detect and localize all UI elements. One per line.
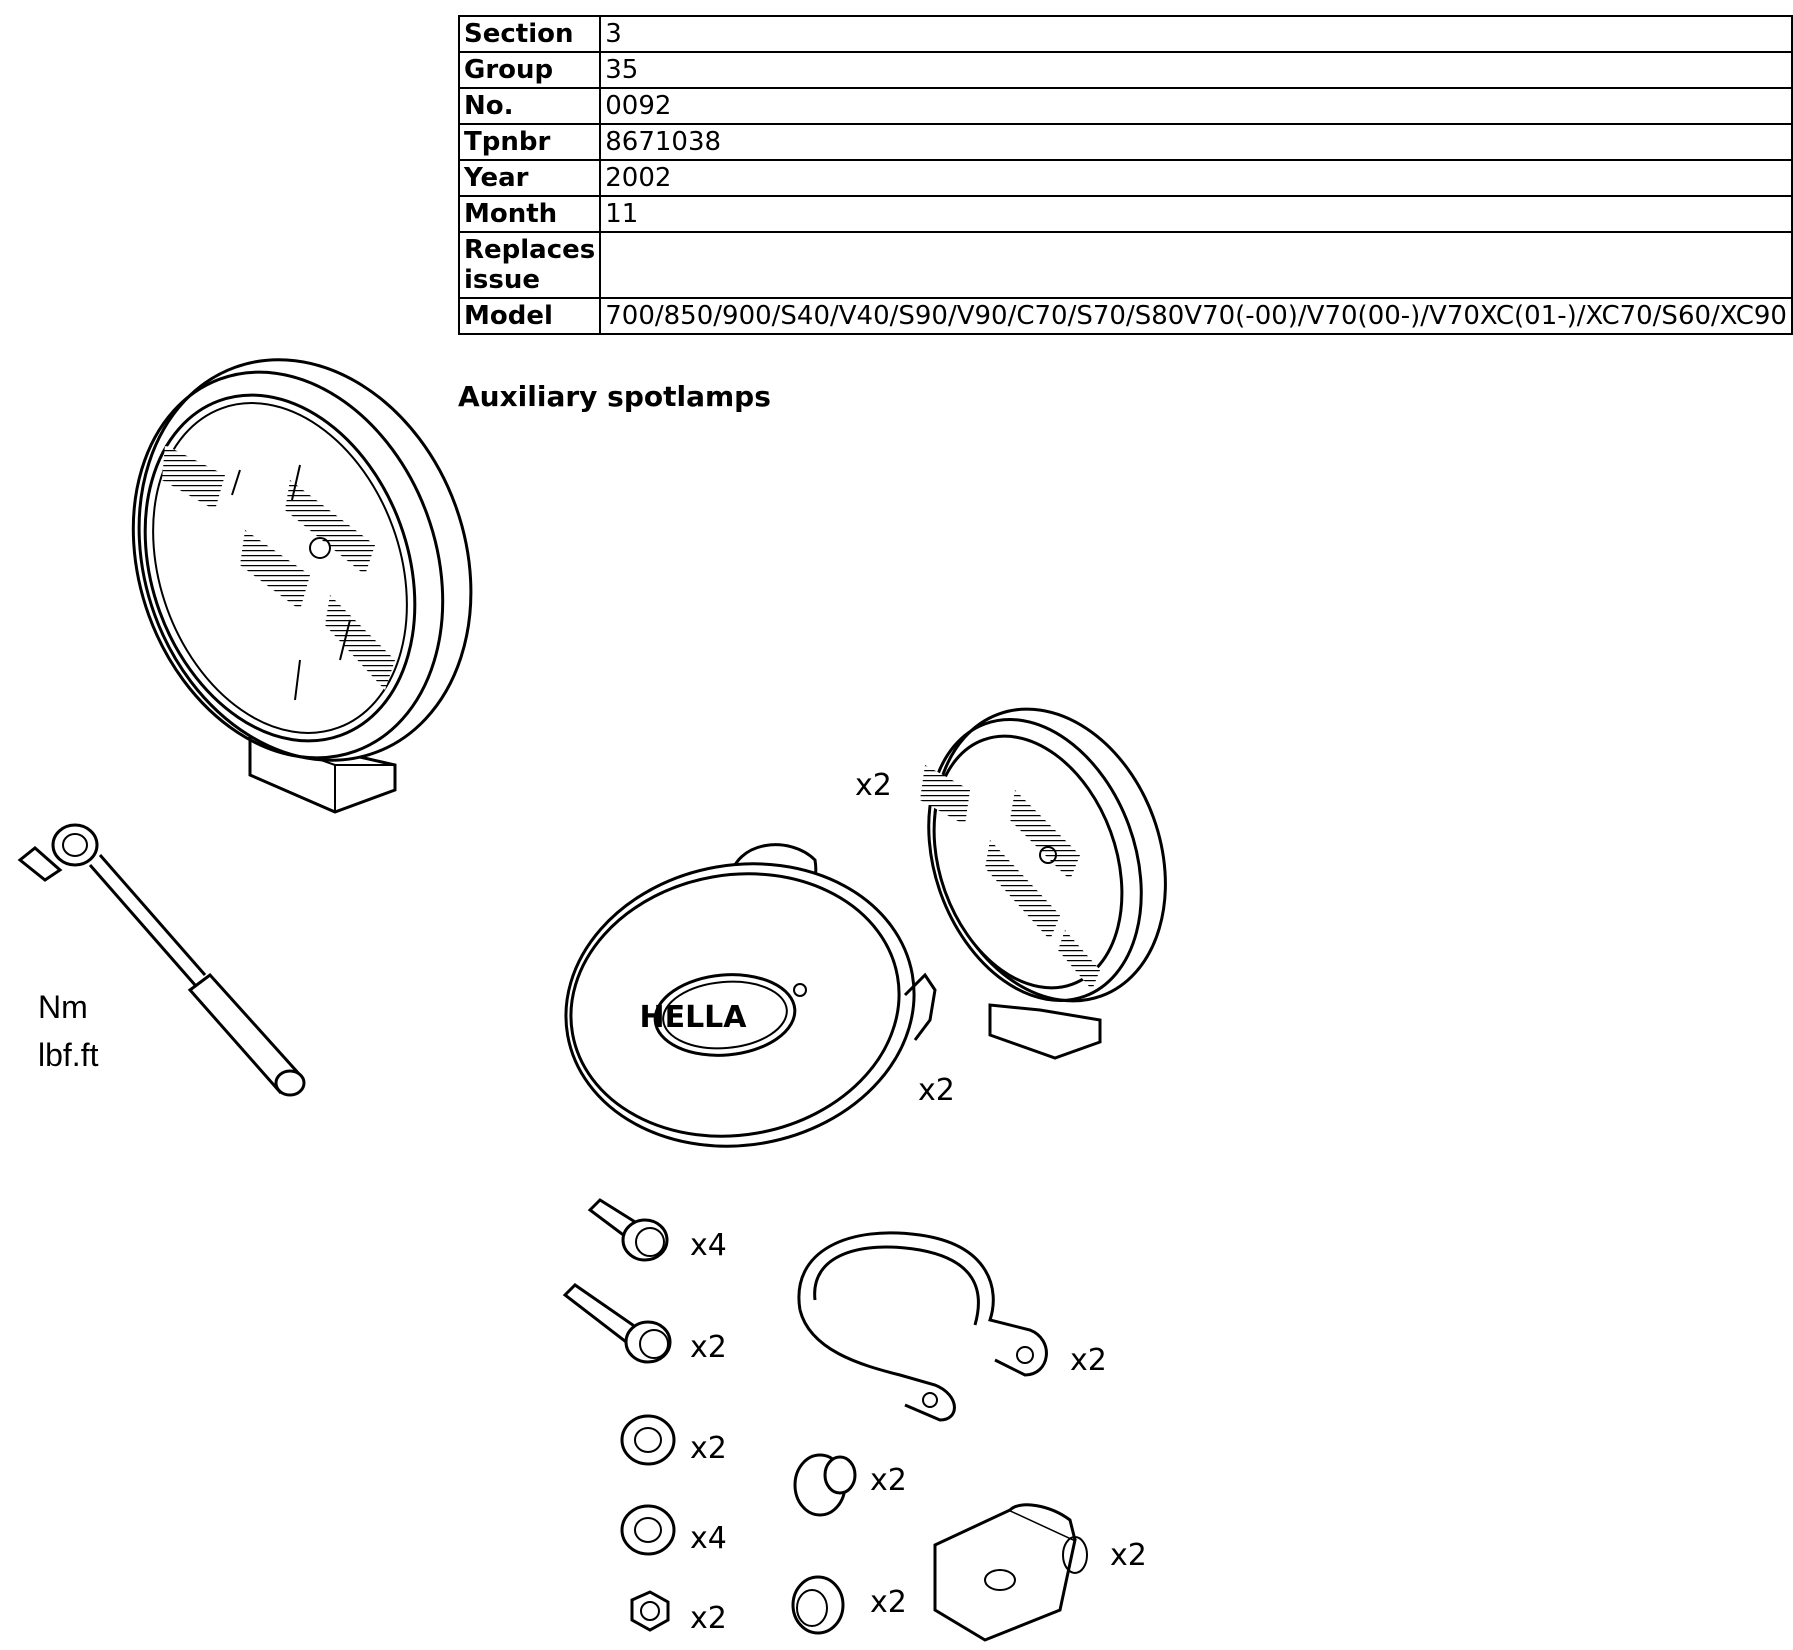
row-value: 11 xyxy=(600,196,1792,232)
row-label: Tpnbr xyxy=(459,124,600,160)
row-value: 35 xyxy=(600,52,1792,88)
row-value: 2002 xyxy=(600,160,1792,196)
torque-unit-lbf: lbf.ft xyxy=(38,1037,99,1073)
page-title: Auxiliary spotlamps xyxy=(458,380,771,413)
plug-b-illustration xyxy=(793,1577,843,1633)
qty-plug-a: x2 xyxy=(870,1463,907,1498)
qty-plug-b: x2 xyxy=(870,1585,907,1620)
hella-logo-text: HELLA xyxy=(639,1000,747,1035)
qty-lamp: x2 xyxy=(855,768,892,803)
strap-illustration xyxy=(799,1233,1047,1420)
row-label: Model xyxy=(459,298,600,334)
bracket-illustration xyxy=(935,1505,1087,1640)
washer-b-illustration xyxy=(622,1506,674,1554)
qty-cover: x2 xyxy=(918,1073,955,1108)
washer-a-illustration xyxy=(622,1416,674,1464)
row-label: Section xyxy=(459,16,600,52)
qty-washer-a: x2 xyxy=(690,1431,727,1466)
nut-illustration xyxy=(632,1592,668,1630)
row-label: Group xyxy=(459,52,600,88)
qty-bolt-long: x2 xyxy=(690,1330,727,1365)
qty-bracket: x2 xyxy=(1110,1538,1147,1573)
row-label: Month xyxy=(459,196,600,232)
qty-washer-b: x4 xyxy=(690,1521,727,1556)
row-value: 3 xyxy=(600,16,1792,52)
row-value: 0092 xyxy=(600,88,1792,124)
small-spotlamp-illustration xyxy=(891,676,1204,1058)
row-value: 8671038 xyxy=(600,124,1792,160)
torque-unit-nm: Nm xyxy=(38,989,88,1025)
plug-a-illustration xyxy=(795,1455,855,1515)
bolt-long-illustration xyxy=(565,1285,670,1362)
row-value: 700/850/900/S40/V40/S90/V90/C70/S70/S80V70(-00)/V70(00-)/V70XC(01-)/XC70/S60/XC90 xyxy=(600,298,1792,334)
qty-bolt-short: x4 xyxy=(690,1228,727,1263)
qty-strap: x2 xyxy=(1070,1343,1107,1378)
row-label: Year xyxy=(459,160,600,196)
qty-nut: x2 xyxy=(690,1601,727,1636)
large-spotlamp-illustration xyxy=(81,313,525,812)
row-label: No. xyxy=(459,88,600,124)
bolt-short-illustration xyxy=(590,1200,667,1260)
row-label: Replaces issue xyxy=(459,232,600,298)
